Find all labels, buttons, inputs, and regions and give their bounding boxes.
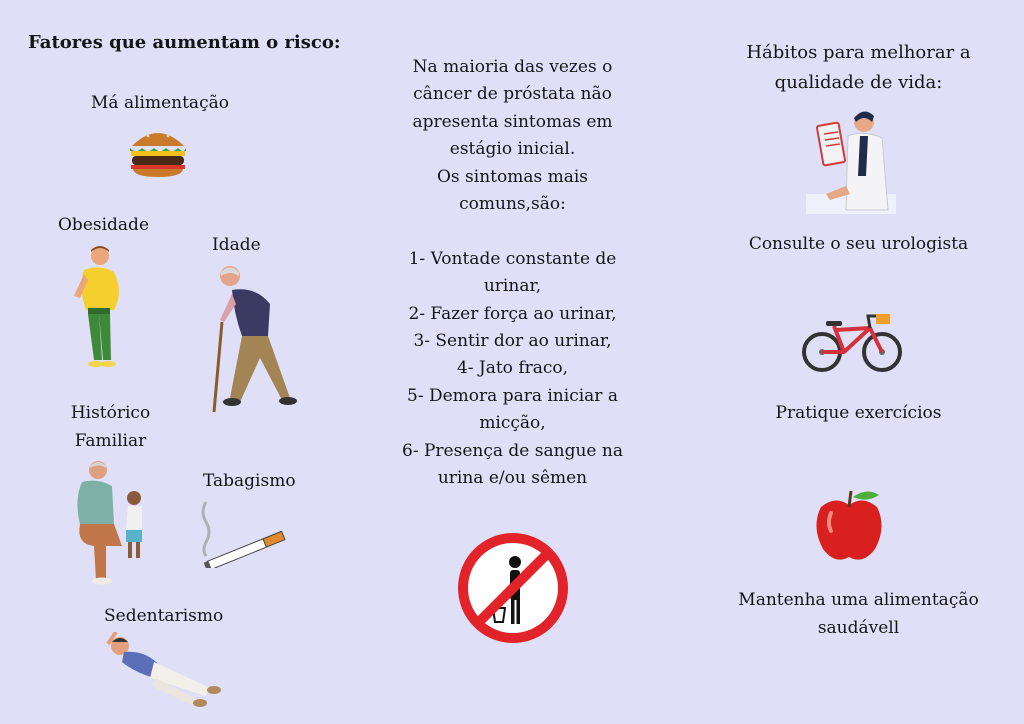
habit-food-label-2: saudávell <box>817 618 900 638</box>
left-title: Fatores que aumentam o risco: <box>28 32 341 53</box>
risk-age-label: Idade <box>212 235 261 255</box>
apple-icon <box>813 487 885 563</box>
resting-person-icon <box>106 632 230 708</box>
grandfather-child-icon <box>62 460 148 586</box>
symptoms-text: Na maioria das vezes o câncer de próstata não apresenta sintomas em estágio inicial. Os sintomas mais comuns,são: 1- Vontade constante de urinar, 2- Fazer força ao urinar, 3- Sentir dor ao urinar, 4- Jato fraco, 5- Demora para iniciar a micção, 6- Presença de sangue na urina e/ou sêmen <box>402 57 623 489</box>
risk-history-label-1: Histórico <box>70 403 151 423</box>
risk-sedentary-label: Sedentarismo <box>104 606 224 626</box>
risk-smoking-label: Tabagismo <box>203 471 296 491</box>
obese-man-icon <box>70 244 126 370</box>
risk-obesity-label: Obesidade <box>58 215 150 235</box>
risk-history-label-2: Familiar <box>74 431 147 451</box>
risk-diet-label: Má alimentação <box>91 93 229 113</box>
right-title-1: Hábitos para melhorar a <box>746 42 971 63</box>
burger-icon <box>126 124 190 178</box>
doctor-icon <box>806 106 896 216</box>
elderly-man-icon <box>208 264 298 414</box>
no-urinating-sign-icon <box>457 532 569 644</box>
cigarette-icon <box>196 500 292 568</box>
right-title-2: qualidade de vida: <box>774 72 943 93</box>
habit-urologist-label: Consulte o seu urologista <box>748 234 969 254</box>
bicycle-icon <box>800 308 904 376</box>
habit-exercise-label: Pratique exercícios <box>775 403 942 423</box>
habit-food-label-1: Mantenha uma alimentação <box>738 590 979 610</box>
